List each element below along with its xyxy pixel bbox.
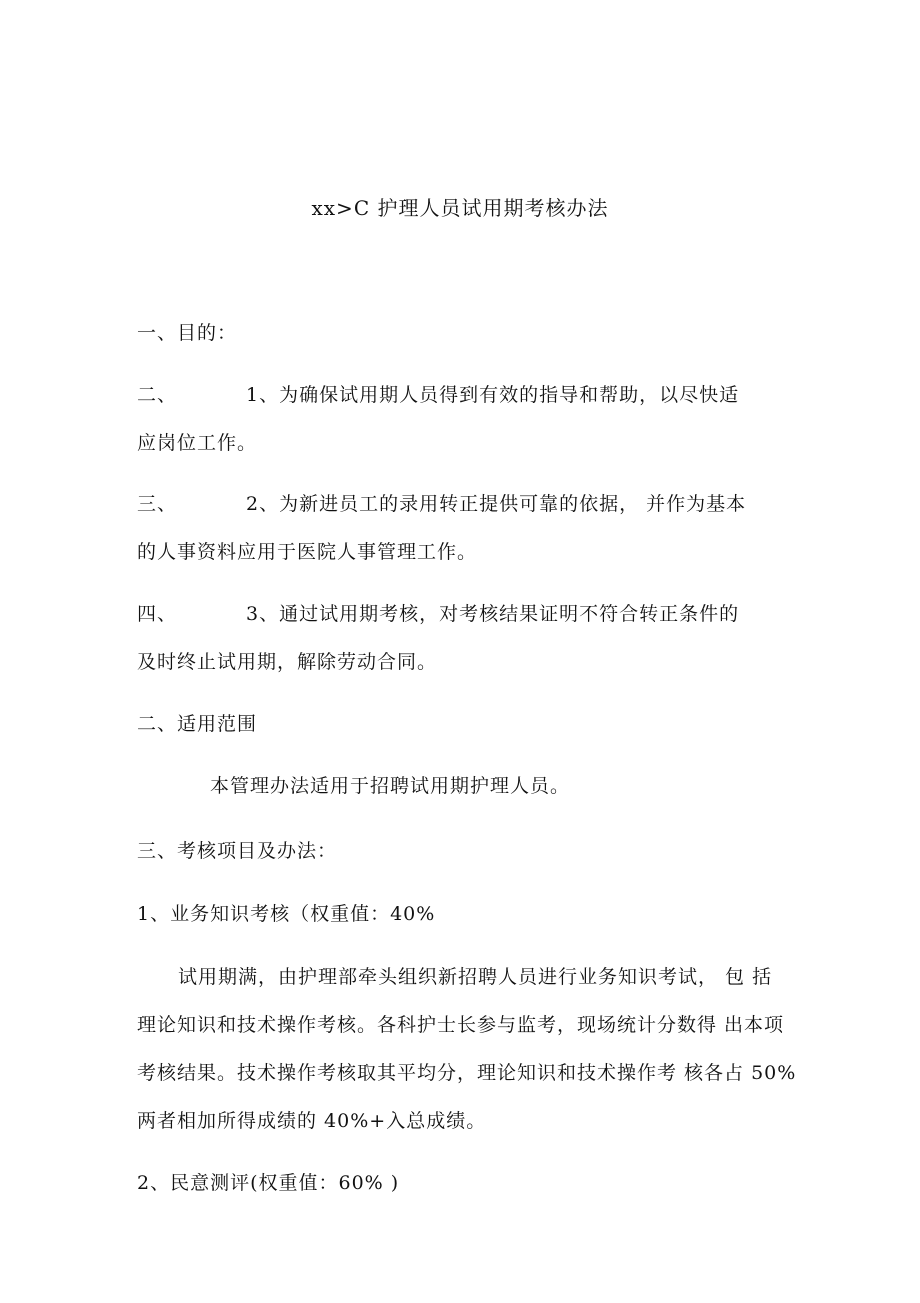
assessment-2-heading: 2、民意测评(权重值：60% ) bbox=[137, 1172, 400, 1194]
section-2-heading: 二、适用范围 bbox=[137, 713, 258, 735]
section-1-heading: 一、目的： bbox=[137, 322, 238, 344]
item-3-prefix: 四、 bbox=[137, 603, 178, 625]
assessment-1-line-2: 理论知识和技术操作考核。各科护士长参与监考，现场统计分数得 出本项 bbox=[137, 1014, 785, 1036]
section-3-heading: 三、考核项目及办法： bbox=[137, 840, 338, 862]
item-1-continuation: 应岗位工作。 bbox=[137, 432, 258, 454]
assessment-1-heading: 1、业务知识考核（权重值：40% bbox=[137, 903, 436, 925]
item-2-prefix: 三、 bbox=[137, 493, 178, 515]
assessment-1-line-4: 两者相加所得成绩的 40%+入总成绩。 bbox=[137, 1110, 487, 1132]
item-1-prefix: 二、 bbox=[137, 384, 178, 406]
item-3-continuation: 及时终止试用期，解除劳动合同。 bbox=[137, 651, 438, 673]
item-3-text: 3、通过试用期考核，对考核结果证明不符合转正条件的 bbox=[246, 603, 740, 625]
section-2-body: 本管理办法适用于招聘试用期护理人员。 bbox=[210, 775, 571, 797]
item-2-continuation: 的人事资料应用于医院人事管理工作。 bbox=[137, 541, 478, 563]
item-2-text: 2、为新进员工的录用转正提供可靠的依据， 并作为基本 bbox=[246, 493, 747, 515]
item-1-text: 1、为确保试用期人员得到有效的指导和帮助，以尽快适 bbox=[246, 384, 740, 406]
assessment-1-line-1: 试用期满，由护理部牵头组织新招聘人员进行业务知识考试， 包 括 bbox=[178, 966, 773, 988]
document-title: xx>C 护理人员试用期考核办法 bbox=[311, 196, 609, 220]
assessment-1-line-3: 考核结果。技术操作考核取其平均分，理论知识和技术操作考 核各占 50% bbox=[137, 1062, 797, 1084]
